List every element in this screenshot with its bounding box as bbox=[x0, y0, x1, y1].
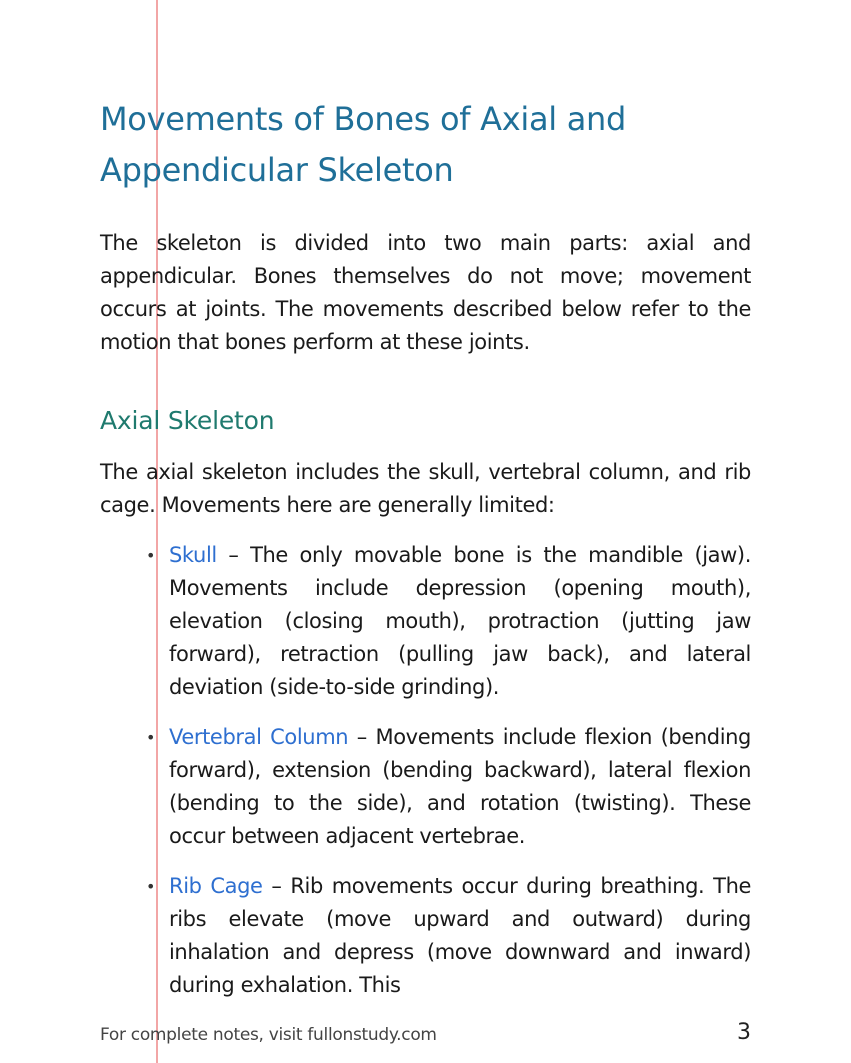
term-skull: Skull bbox=[169, 543, 217, 567]
page-number: 3 bbox=[737, 1020, 751, 1045]
list-item-text bbox=[169, 539, 751, 704]
description-rib-cage: – Rib movements occur during breathing. The ribs elevate (move upward and outward) during inhalation and depress (move downward and inward) during exhalation. This bbox=[169, 874, 752, 997]
list-item-text bbox=[169, 870, 751, 1002]
term-vertebral-column: Vertebral Column bbox=[169, 725, 349, 749]
section-heading-axial: Axial Skeleton bbox=[100, 406, 275, 435]
list-item-text bbox=[169, 721, 751, 853]
page-content bbox=[100, 94, 751, 1019]
list-item bbox=[100, 870, 751, 1002]
list-item bbox=[100, 721, 751, 853]
description-vertebral-column: – Movements include flexion (bending forward), extension (bending backward), lateral flexion (bending to the side), and rotation (twisting). These occur between adjacent vertebrae. bbox=[169, 725, 751, 848]
footer-note: For complete notes, visit fullonstudy.com bbox=[100, 1025, 437, 1045]
bullet-icon: • bbox=[146, 546, 156, 565]
list-item bbox=[100, 539, 751, 704]
bullet-icon: • bbox=[146, 877, 156, 896]
description-skull: – The only movable bone is the mandible (jaw). Movements include depression (opening mouth), elevation (closing mouth), protraction (jutting jaw forward), retraction (pulling jaw back), and lateral deviation (side-to-side grinding). bbox=[169, 543, 751, 699]
axial-list bbox=[100, 539, 751, 1002]
page-title: Movements of Bones of Axial and Appendicular Skeleton bbox=[100, 100, 627, 189]
axial-intro-paragraph: The axial skeleton includes the skull, vertebral column, and rib cage. Movements here are generally limited: bbox=[100, 460, 751, 517]
intro-paragraph: The skeleton is divided into two main parts: axial and appendicular. Bones themselves do not move; movement occurs at joints. The movements described below refer to the motion that bones perform at these joints. bbox=[100, 231, 751, 354]
term-rib-cage: Rib Cage bbox=[169, 874, 263, 898]
bullet-icon: • bbox=[146, 728, 156, 747]
